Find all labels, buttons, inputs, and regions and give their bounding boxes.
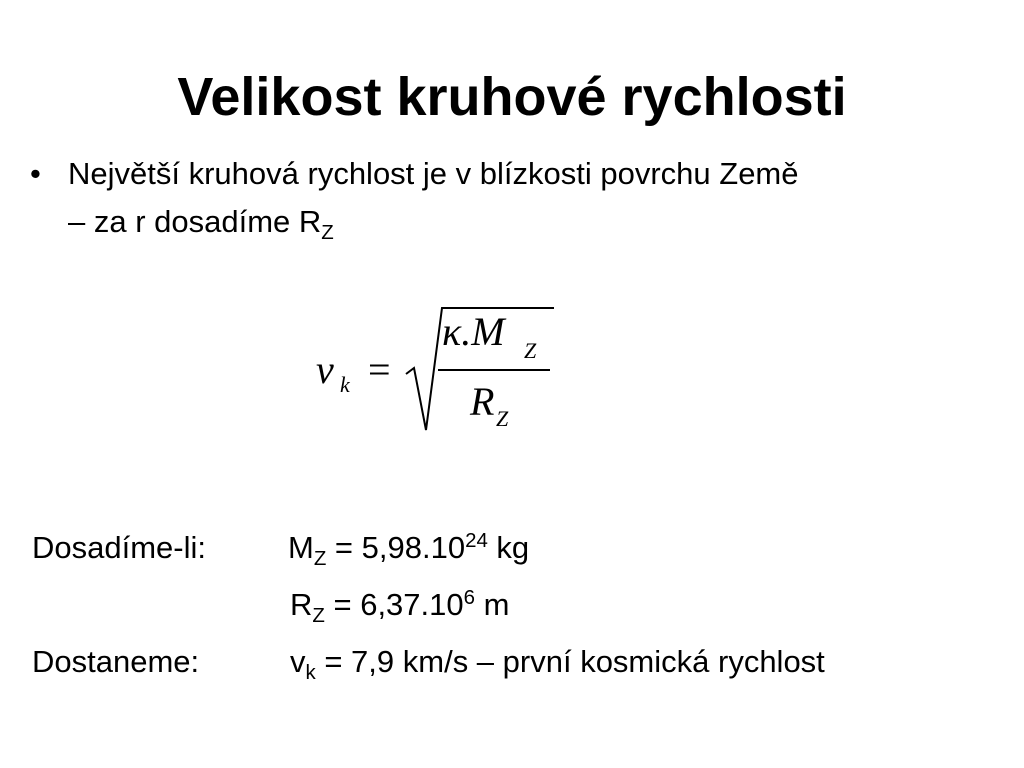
earth-radius-value: = 6,37.10: [324, 587, 464, 622]
formula-numerator-subscript: Z: [524, 338, 537, 363]
bullet-line-1: Největší kruhová rychlost je v blízkosti povrchu Země: [68, 156, 799, 191]
earth-mass-value: = 5,98.10: [326, 530, 466, 565]
circular-velocity-formula: [310, 300, 570, 440]
earth-mass-variable: M: [288, 530, 314, 565]
bullet-marker: •: [30, 156, 41, 191]
earth-mass-subscript: Z: [313, 546, 327, 570]
formula-lhs-subscript: k: [340, 372, 350, 397]
substitution-label: Dosadíme-li:: [32, 530, 206, 565]
result-text: = 7,9 km/s – první kosmická rychlost: [315, 644, 825, 679]
bullet-line-2-text: – za r dosadíme R: [68, 204, 322, 239]
result-variable: v: [290, 644, 306, 679]
formula-equals-sign: =: [368, 347, 391, 392]
bullet-text: [68, 150, 1024, 246]
formula-numerator: κ.M: [442, 309, 505, 354]
formula-denominator: R: [470, 379, 495, 424]
formula-radical-sign: [310, 300, 570, 440]
earth-radius-subscript: Z: [312, 603, 325, 627]
bullet-line-2: [68, 198, 1024, 246]
earth-radius-exponent: 6: [463, 585, 476, 609]
earth-radius-line: [290, 585, 509, 625]
result-subscript: k: [305, 660, 316, 684]
earth-mass-unit: kg: [487, 530, 530, 565]
earth-radius-unit: m: [475, 587, 510, 622]
result-label: Dostaneme:: [32, 644, 200, 679]
result-line: [290, 642, 825, 682]
bullet-line-2-subscript: Z: [321, 220, 334, 244]
slide-title: Velikost kruhové rychlosti: [177, 67, 847, 127]
earth-mass-line: [288, 528, 529, 568]
earth-radius-variable: R: [290, 587, 313, 622]
formula-lhs-variable: v: [316, 347, 334, 392]
earth-mass-exponent: 24: [465, 528, 488, 552]
formula-denominator-subscript: Z: [496, 406, 509, 431]
